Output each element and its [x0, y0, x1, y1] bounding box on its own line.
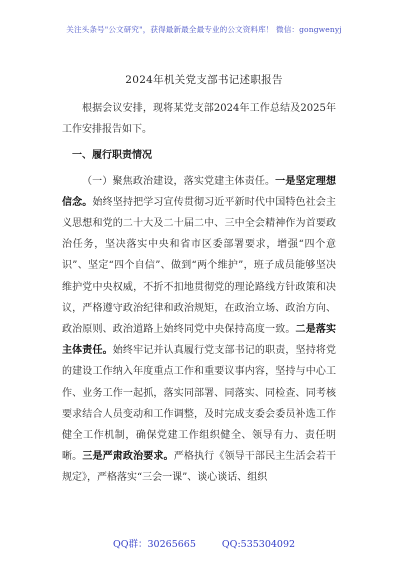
item-paragraph	[62, 171, 336, 489]
document-body	[62, 98, 336, 489]
footer-contact	[0, 536, 408, 550]
point-1-title: 一是坚定理想信念。	[62, 175, 337, 208]
point-3-title: 三是严肃政治要求。	[82, 451, 174, 463]
qq-number: QQ:535304092	[221, 539, 296, 550]
intro-paragraph: 根据会议安排，现将某党支部2024年工作总结及2025年工作安排报告如下。	[62, 103, 336, 136]
qq-group-number: QQ群：30265665	[112, 539, 196, 550]
header-banner: 关注头条号"公文研究"，获得最新最全最专业的公文资料库！ 微信：gongwenyj	[66, 25, 342, 34]
section-heading: 一、履行职责情况	[72, 150, 152, 162]
point-1-text: 始终坚持把学习宣传贯彻习近平新时代中国特色社会主义思想和党的二十大及二十届二中、三中全会精神作为首要政治任务，坚决落实中央和省市区委部署要求，增强“四个意识”、坚定“四个自信”、做到“两个维护”，班子成员能够坚决维护党中央权威，不折不扣地贯彻党的理论路线方针政策和决议，严格遵守政治纪律和政治规矩，在政治立场、政治方向、政治原则、政治道路上始终同党中央保持高度一致。	[62, 196, 337, 336]
point-3-text: 严格执行《领导干部民主生活会若干规定》，严格落实“三会一课”、谈心谈话、组织	[62, 451, 337, 484]
item-lead: （一）聚焦政治建设，落实党建主体责任。	[82, 175, 276, 187]
point-2-title: 二是落实主体责任。	[62, 324, 337, 357]
point-2-text: 始终牢记并认真履行党支部书记的职责，坚持将党的建设工作纳入年度重点工作和重要议事内容，坚持与中心工作、业务工作一起抓，落实同部署、同落实、同检查、同考核要求结合人员变动和工作调整，及时完成支委会委员补选工作健全工作机制，确保党建工作组织健全、领导有力、责任明晰。	[62, 345, 337, 463]
document-title: 2024年机关党支部书记述职报告	[125, 74, 283, 86]
